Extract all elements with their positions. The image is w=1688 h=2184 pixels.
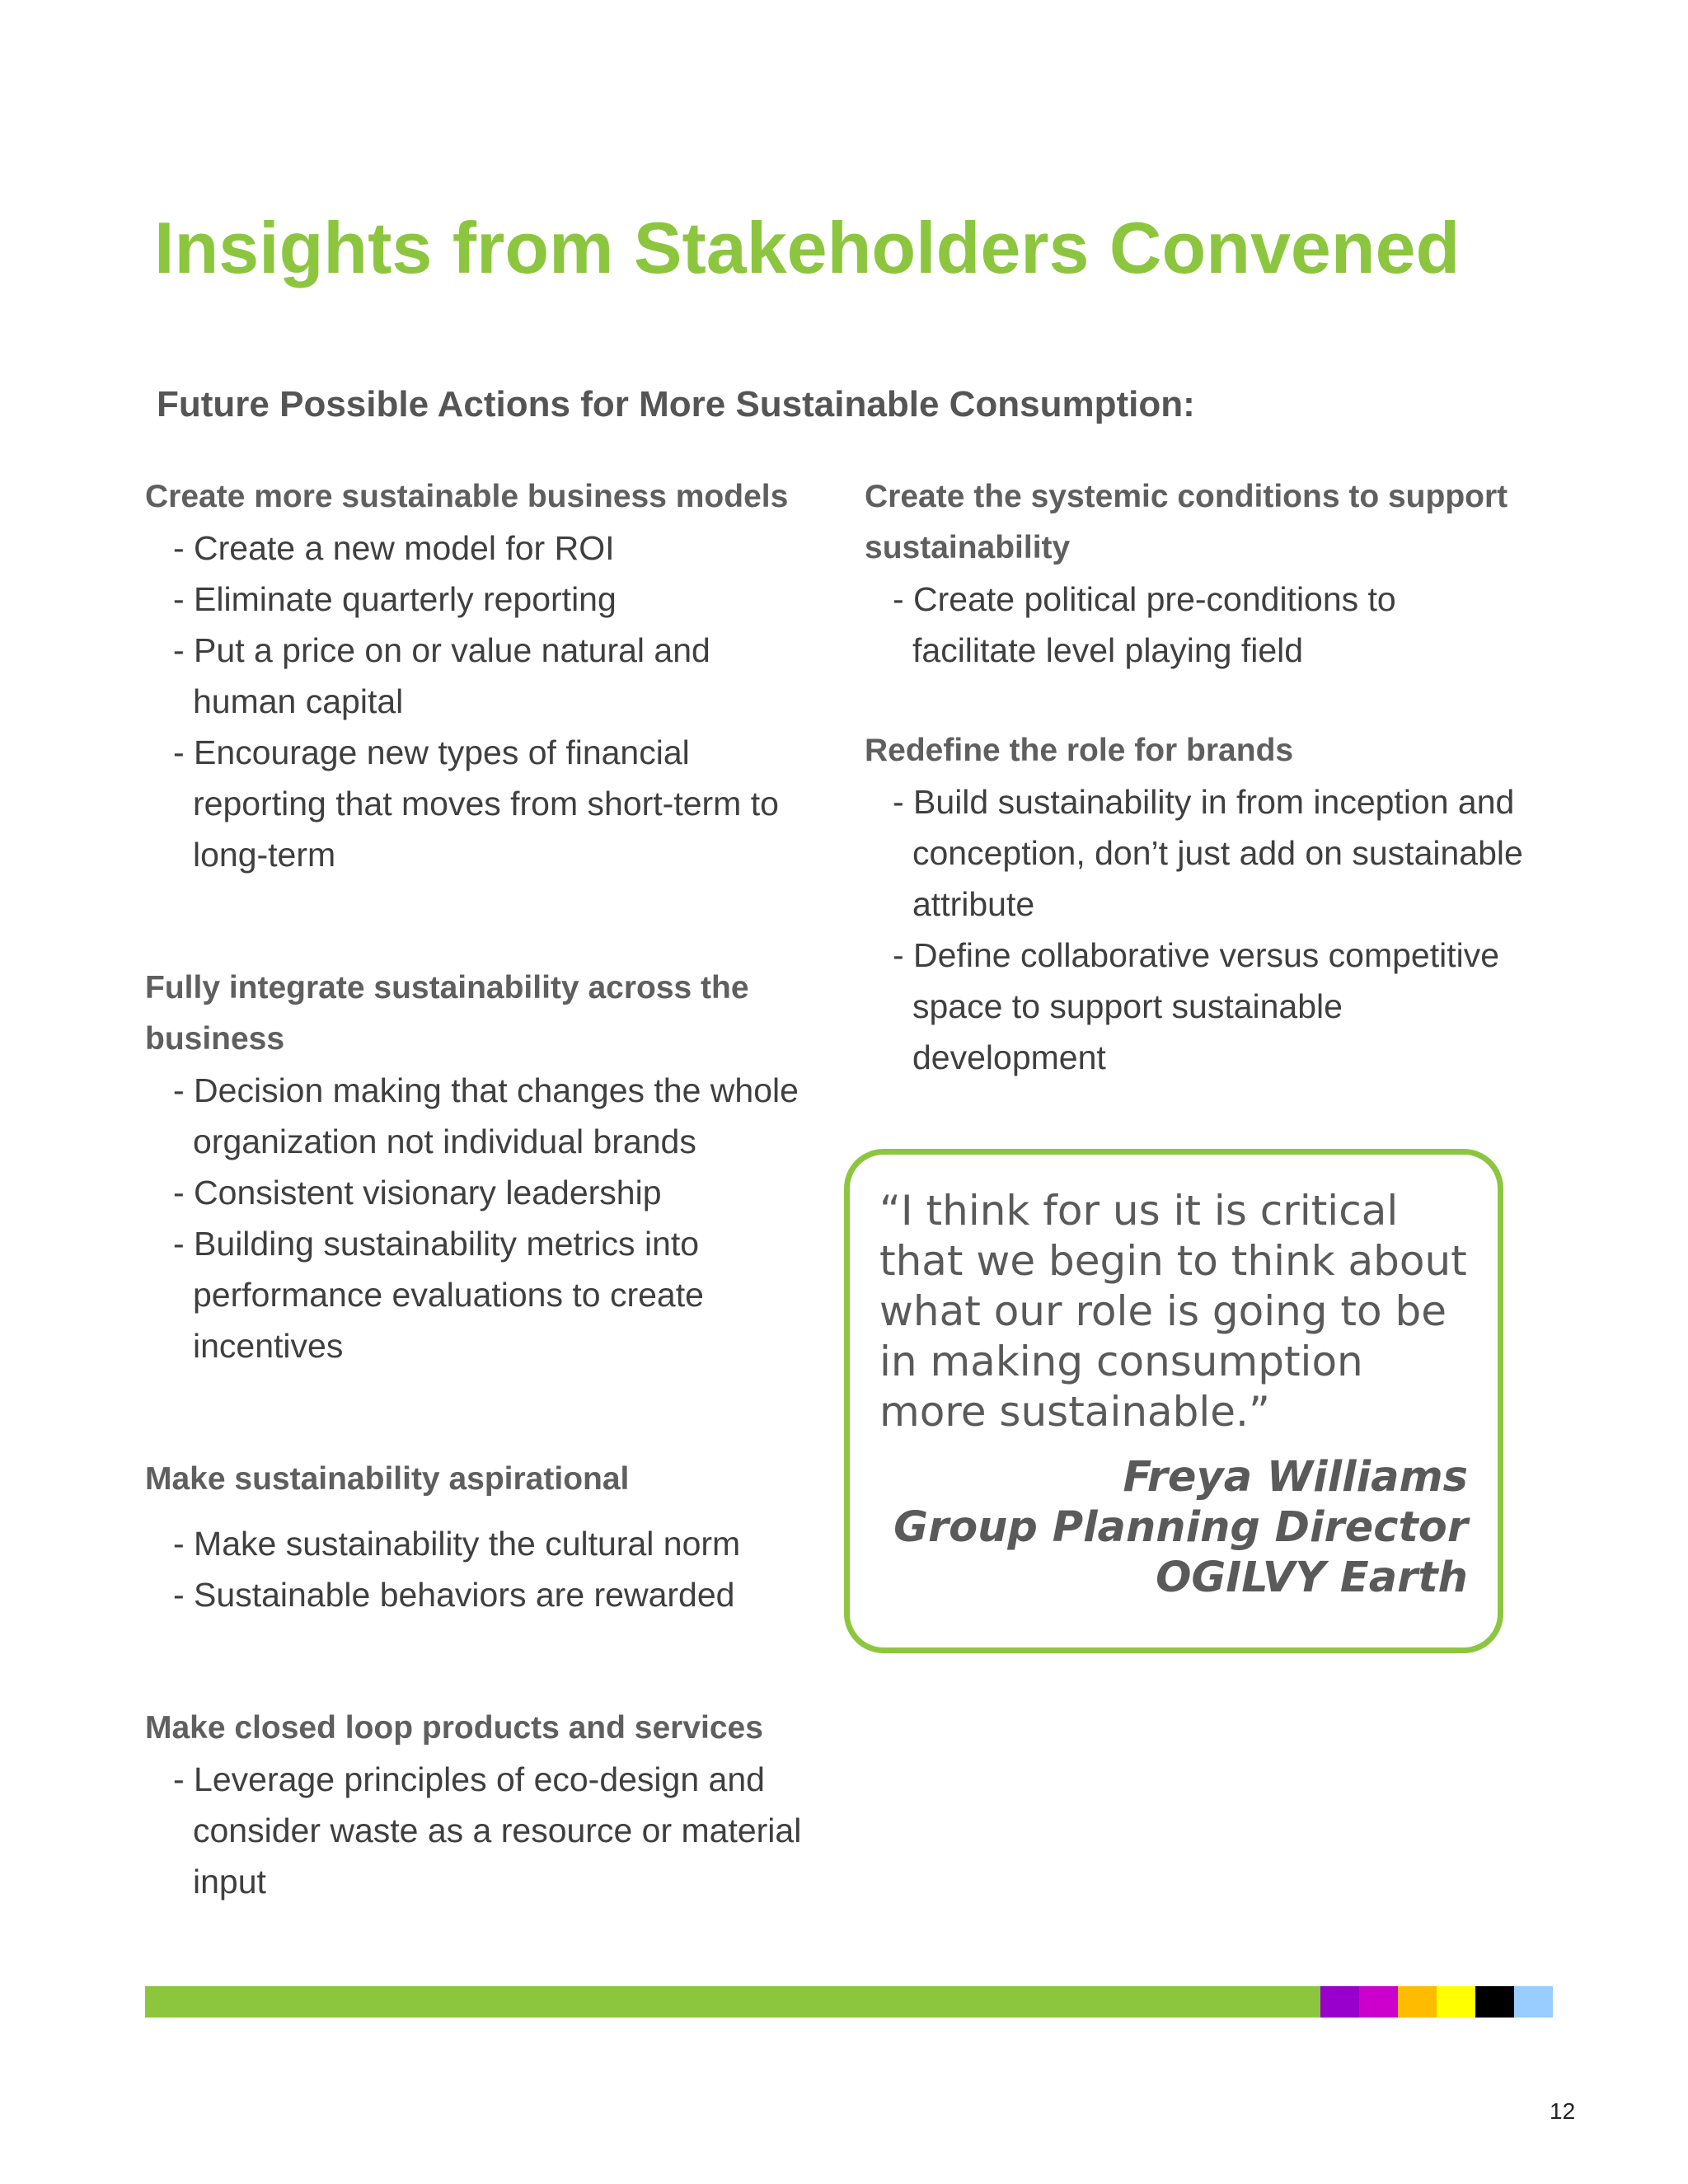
footer-swatch bbox=[1514, 1986, 1553, 2018]
bullet-list bbox=[145, 1754, 821, 1907]
bullet-list bbox=[145, 1065, 821, 1371]
list-item: - Consistent visionary leadership bbox=[173, 1174, 662, 1212]
footer-green-bar bbox=[145, 1986, 1320, 2018]
list-item: - Build sustainability in from inception and conception, don’t just add on sustainable attribute bbox=[893, 783, 1523, 923]
right-column bbox=[865, 471, 1524, 1083]
page-number: 12 bbox=[1550, 2098, 1576, 2124]
page-title: Insights from Stakeholders Convened bbox=[154, 207, 1461, 288]
footer-swatch bbox=[1437, 1986, 1475, 2018]
section-role-for-brands bbox=[865, 725, 1524, 1083]
list-item: - Define collaborative versus competitive space to support sustainable development bbox=[893, 936, 1500, 1076]
list-item: - Create political pre-conditions to facilitate level playing field bbox=[893, 580, 1396, 669]
footer-color-bar bbox=[145, 1986, 1553, 2018]
left-column bbox=[145, 471, 821, 1907]
list-item: - Put a price on or value natural and human capital bbox=[173, 631, 710, 720]
quote-box bbox=[844, 1149, 1503, 1653]
section-heading: Fully integrate sustainability across the business bbox=[145, 970, 749, 1057]
footer-swatch bbox=[1398, 1986, 1437, 2018]
quote-attribution bbox=[879, 1452, 1468, 1603]
section-heading: Create more sustainable business models bbox=[145, 479, 789, 514]
list-item: - Sustainable behaviors are rewarded bbox=[173, 1576, 735, 1614]
quote-text: “I think for us it is critical that we begin to think about what our role is going to be in making consumption more sustainable.” bbox=[879, 1187, 1467, 1436]
section-heading: Create the systemic conditions to support sustainability bbox=[865, 479, 1508, 565]
section-heading: Make closed loop products and services bbox=[145, 1710, 763, 1746]
list-item: - Create a new model for ROI bbox=[173, 529, 615, 567]
list-item: - Make sustainability the cultural norm bbox=[173, 1525, 741, 1563]
footer-swatch bbox=[1320, 1986, 1359, 2018]
section-systemic-conditions bbox=[865, 471, 1524, 676]
list-item: - Eliminate quarterly reporting bbox=[173, 580, 617, 618]
quote-author-role: Group Planning Director bbox=[893, 1503, 1468, 1552]
list-item: - Building sustainability metrics into performance evaluations to create incentives bbox=[173, 1225, 704, 1365]
footer-swatch bbox=[1359, 1986, 1398, 2018]
section-business-models bbox=[145, 471, 821, 880]
quote-author-company: OGILVY Earth bbox=[1156, 1554, 1468, 1602]
list-item: - Encourage new types of financial reporting that moves from short-term to long-term bbox=[173, 733, 779, 874]
section-aspirational bbox=[145, 1454, 821, 1620]
bullet-list bbox=[145, 1518, 821, 1620]
list-item: - Decision making that changes the whole organization not individual brands bbox=[173, 1071, 799, 1160]
section-heading: Redefine the role for brands bbox=[865, 733, 1294, 768]
footer-swatch bbox=[1475, 1986, 1514, 2018]
page-subtitle: Future Possible Actions for More Sustainable Consumption: bbox=[157, 384, 1195, 424]
quote-author-name: Freya Williams bbox=[1123, 1453, 1468, 1502]
bullet-list bbox=[865, 776, 1524, 1083]
section-heading: Make sustainability aspirational bbox=[145, 1461, 630, 1497]
section-closed-loop bbox=[145, 1703, 821, 1907]
bullet-list bbox=[145, 523, 821, 880]
section-integrate-sustainability bbox=[145, 963, 821, 1371]
bullet-list bbox=[865, 574, 1524, 676]
list-item: - Leverage principles of eco-design and consider waste as a resource or material input bbox=[173, 1760, 802, 1900]
